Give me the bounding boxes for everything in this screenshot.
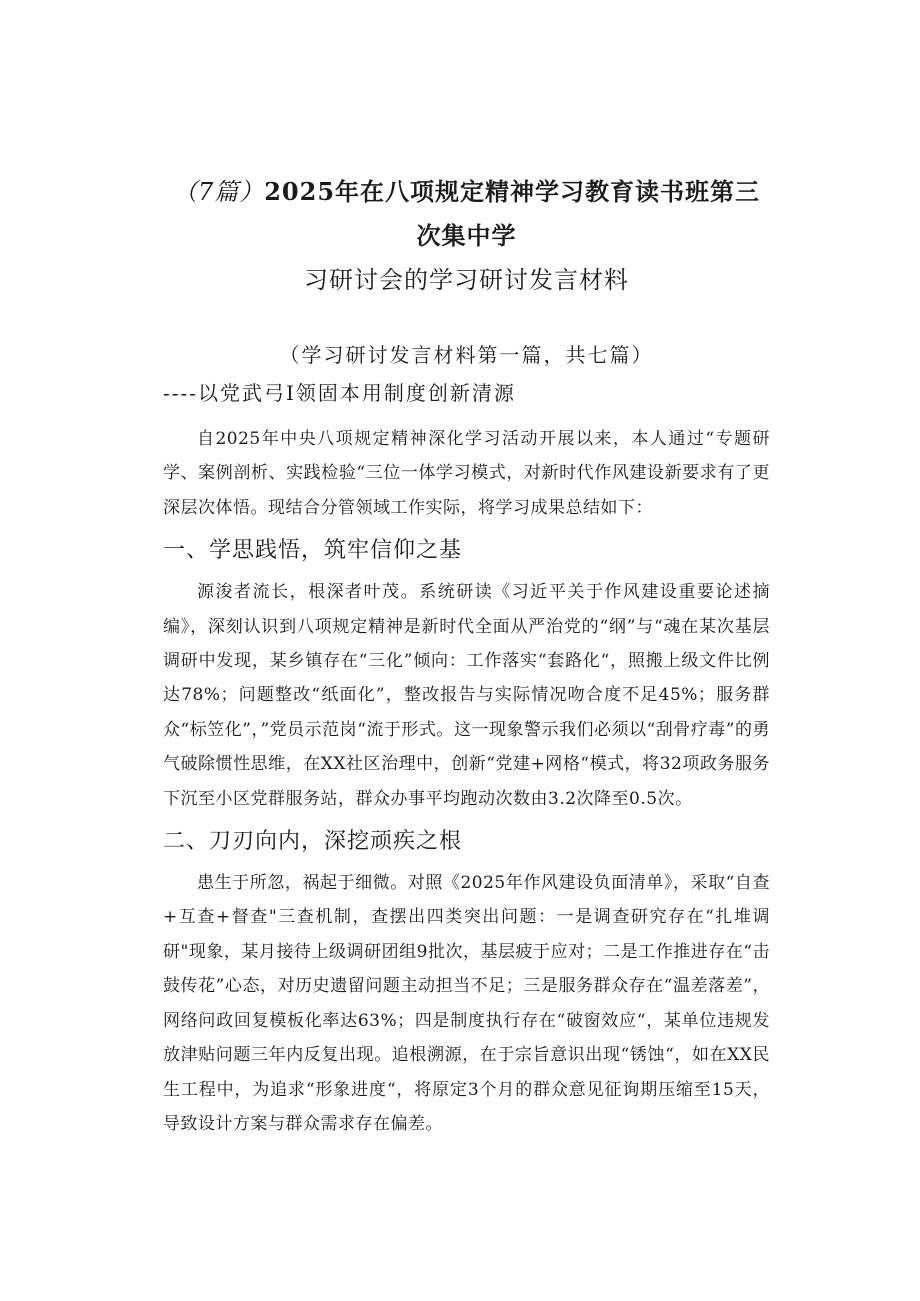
section-2-paragraph: 患生于所忽，祸起于细微。对照《2025年作风建设负面清单》，采取“自查+互查+督查"三查机制，查摆出四类突出问题：一是调查研究存在“扎堆调研"现象，某月接待上级调研团组9批次，基层疲于应对；二是工作推进存在“击鼓传花”心态，对历史遗留问题主动担当不足；三是服务群众存在“温差落差”，网络问政回复模板化率达63%；四是制度执行存在“破窗效应“，某单位违规发放津贴问题三年内反复出现。追根溯源，在于宗旨意识出现“锈蚀“，如在XX民生工程中，为追求“形象进度“，将原定3个月的群众意见征询期压缩至15天，导致设计方案与群众需求存在偏差。: [163, 873, 770, 1134]
section-1-paragraph: 源浚者流长，根深者叶茂。系统研读《习近平关于作风建设重要论述摘编》，深刻认识到八项规定精神是新时代全面从严治党的“纲”与“魂在某次基层调研中发现，某乡镇存在“三化”倾向：工作落实“套路化“，照搬上级文件比例达78%；问题整改“纸面化”，整改报告与实际情况吻合度不足45%；服务群众“标笠化”，”党员示范岗“流于形式。这一现象警示我们必须以“刮骨疗毒”的勇气破除惯性思维，在XX社区治理中，创新“党建+网格“模式，将32项政务服务下沉至小区党群服务站，群众办事平均跑动次数由3.2次降至0.5次。: [163, 582, 770, 809]
document-title: [163, 0, 770, 302]
title-prefix: （7篇）: [172, 178, 265, 206]
title-line-1: 2025年在八项规定精神学习教育读书班第三次集中学: [264, 177, 761, 250]
section-1-heading: 一、学思践悟，筑牢信仰之基: [163, 538, 463, 564]
document-subtitle: （学习研讨发言材料第一篇，共七篇）: [279, 343, 654, 367]
section-2-heading: 二、刀刃向内，深挖顽疾之根: [163, 829, 463, 855]
title-line-2: 习研讨会的学习研讨发言材料: [304, 266, 629, 294]
intro-paragraph: 自2025年中央八项规定精神深化学习活动开展以来，本人通过“专题研学、案例剖析、实践检验“三位一体学习模式，对新时代作风建设新要求有了更深层次体悟。现结合分管领域工作实际，将学习成果总结如下：: [163, 429, 770, 518]
document-subtitle-2: ----以党武弓I领固本用制度创新清源: [163, 381, 516, 405]
